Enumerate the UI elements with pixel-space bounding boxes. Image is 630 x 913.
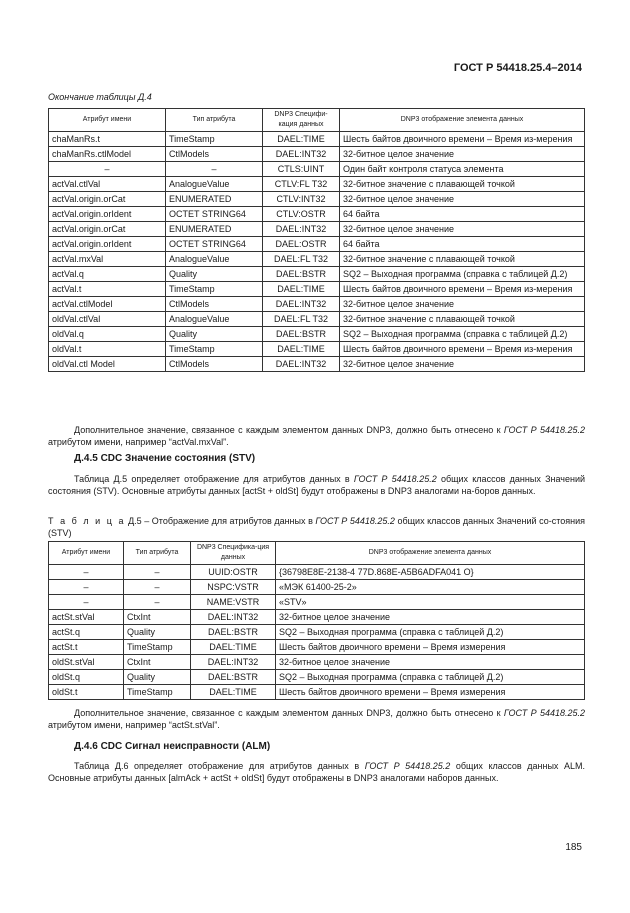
gost-ref: ГОСТ Р 54418.25.2 — [353, 474, 437, 484]
paragraph-d46 — [48, 760, 585, 784]
table-cell: CtlModels — [166, 297, 263, 312]
table-cell: CTLV:INT32 — [263, 192, 340, 207]
table-cell: DAEL:TIME — [263, 282, 340, 297]
table-cell: 32-битное целое значение — [340, 222, 585, 237]
table-cell: CtlModels — [166, 147, 263, 162]
table-row — [49, 640, 585, 655]
col-header: DNP3 Специфи-кация данных — [263, 109, 340, 132]
table-cell: DAEL:TIME — [263, 342, 340, 357]
table-row — [49, 282, 585, 297]
col-header: Атрибут имени — [49, 109, 166, 132]
text: атрибутом имени, например “actSt.stVal”. — [48, 720, 220, 730]
table-row — [49, 237, 585, 252]
table-cell: DAEL:FL T32 — [263, 312, 340, 327]
table-cell: actVal.mxVal — [49, 252, 166, 267]
table-d4 — [48, 108, 585, 372]
text: Таблица Д.6 определяет отображение для атрибутов данных в — [74, 761, 365, 771]
table-row — [49, 565, 585, 580]
table-cell: Шесть байтов двоичного времени – Время измерения — [276, 640, 585, 655]
col-header: Тип атрибута — [124, 542, 191, 565]
text: общих классов данных Значений со-стояния (STV) — [48, 516, 585, 538]
table-row — [49, 162, 585, 177]
text: Таблица Д.5 определяет отображение для атрибутов данных в — [74, 474, 354, 484]
table-cell: DAEL:INT32 — [191, 610, 276, 625]
table-cell: CtlModels — [166, 357, 263, 372]
table-cell: Шесть байтов двоичного времени – Время из-мерения — [340, 342, 585, 357]
table-cell: actSt.q — [49, 625, 124, 640]
table-cell: actSt.stVal — [49, 610, 124, 625]
table-row — [49, 357, 585, 372]
table-cell: CTLV:OSTR — [263, 207, 340, 222]
table-cell: OCTET STRING64 — [166, 207, 263, 222]
table-cell: Шесть байтов двоичного времени – Время из-мерения — [340, 132, 585, 147]
table-row — [49, 267, 585, 282]
table-row — [49, 327, 585, 342]
table-cell: actVal.origin.orIdent — [49, 237, 166, 252]
table-header-row — [49, 542, 585, 565]
table-cell: Шесть байтов двоичного времени – Время из-мерения — [340, 282, 585, 297]
paragraph-d45 — [48, 473, 585, 497]
table-cell: TimeStamp — [166, 282, 263, 297]
table-cell: Quality — [166, 327, 263, 342]
table-row — [49, 192, 585, 207]
table-cell: DAEL:INT32 — [263, 222, 340, 237]
table-cell: SQ2 – Выходная программа (справка с таблицей Д.2) — [276, 625, 585, 640]
table-cell: – — [124, 595, 191, 610]
table-cell: 32-битное целое значение — [276, 655, 585, 670]
table-cell: Шесть байтов двоичного времени – Время измерения — [276, 685, 585, 700]
text: Дополнительное значение, связанное с каждым элементом данных DNP3, должно быть отнесено к — [74, 708, 504, 718]
text: общих классов данных Значений состояния (STV). Основные атрибуты данных [actSt + oldSt] будут отображены в DNP3 аналогами на-боров данных. — [48, 474, 586, 496]
table-cell: 32-битное значение с плавающей точкой — [340, 312, 585, 327]
table-row — [49, 252, 585, 267]
table-cell: actVal.t — [49, 282, 166, 297]
table-row — [49, 132, 585, 147]
table-cell: Quality — [124, 625, 191, 640]
table-cell: CtxInt — [124, 655, 191, 670]
table-cell: AnalogueValue — [166, 252, 263, 267]
table-cell: DAEL:BSTR — [263, 267, 340, 282]
paragraph-additional-value-1 — [48, 424, 585, 448]
table-row — [49, 312, 585, 327]
table-cell: actVal.ctlModel — [49, 297, 166, 312]
table-cell: – — [49, 595, 124, 610]
text: Дополнительное значение, связанное с каждым элементом данных DNP3, должно быть отнесено к — [74, 425, 504, 435]
text: общих классов данных ALM. Основные атрибуты данных [almAck + actSt + oldSt] будут отображены в DNP3 аналогами наборов данных. — [48, 761, 586, 783]
table-cell: CTLV:FL T32 — [263, 177, 340, 192]
table-cell: Один байт контроля статуса элемента — [340, 162, 585, 177]
table-d4-caption: Окончание таблицы Д.4 — [48, 92, 152, 102]
table-cell: DAEL:INT32 — [191, 655, 276, 670]
table-row — [49, 207, 585, 222]
table-cell: AnalogueValue — [166, 177, 263, 192]
table-cell: DAEL:INT32 — [263, 147, 340, 162]
table-cell: {36798E8E-2138-4 77D.868E-A5B6ADFA041 O} — [276, 565, 585, 580]
table-cell: SQ2 – Выходная программа (справка с таблицей Д.2) — [276, 670, 585, 685]
col-header: Тип атрибута — [166, 109, 263, 132]
table-cell: 64 байта — [340, 237, 585, 252]
text: атрибутом имени, например “actVal.mxVal”. — [48, 437, 229, 447]
table-cell: DAEL:INT32 — [263, 297, 340, 312]
table-row — [49, 177, 585, 192]
table-cell: 32-битное целое значение — [276, 610, 585, 625]
table-cell: DAEL:FL T32 — [263, 252, 340, 267]
table-cell: chaManRs.t — [49, 132, 166, 147]
gost-ref: ГОСТ Р 54418.25.2 — [503, 708, 585, 718]
table-cell: oldSt.t — [49, 685, 124, 700]
table-cell: DAEL:INT32 — [263, 357, 340, 372]
table-cell: chaManRs.ctlModel — [49, 147, 166, 162]
table-row — [49, 580, 585, 595]
table-cell: oldVal.ctl Model — [49, 357, 166, 372]
table-cell: oldVal.q — [49, 327, 166, 342]
table-row — [49, 610, 585, 625]
table-cell: actVal.ctlVal — [49, 177, 166, 192]
table-cell: «МЭК 61400-25-2» — [276, 580, 585, 595]
table-cell: actVal.origin.orIdent — [49, 207, 166, 222]
table-cell: Quality — [124, 670, 191, 685]
col-header: DNP3 отображение элемента данных — [340, 109, 585, 132]
table-cell: – — [49, 162, 166, 177]
table-cell: SQ2 – Выходная программа (справка с таблицей Д.2) — [340, 267, 585, 282]
section-heading-d45: Д.4.5 CDC Значение состояния (STV) — [74, 453, 256, 464]
table-cell: actSt.t — [49, 640, 124, 655]
table-d5 — [48, 541, 585, 700]
table-row — [49, 625, 585, 640]
table-row — [49, 297, 585, 312]
table-cell: DAEL:OSTR — [263, 237, 340, 252]
table-cell: DAEL:BSTR — [191, 670, 276, 685]
table-row — [49, 655, 585, 670]
table-cell: – — [49, 580, 124, 595]
table-cell: 32-битное целое значение — [340, 357, 585, 372]
gost-ref: ГОСТ Р 54418.25.2 — [503, 425, 585, 435]
table-row — [49, 595, 585, 610]
table-cell: 32-битное целое значение — [340, 297, 585, 312]
table-cell: – — [124, 565, 191, 580]
table-cell: oldVal.ctlVal — [49, 312, 166, 327]
table-cell: CtxInt — [124, 610, 191, 625]
paragraph-additional-value-2 — [48, 707, 585, 731]
table-cell: oldVal.t — [49, 342, 166, 357]
table-cell: TimeStamp — [124, 640, 191, 655]
table-cell: oldSt.q — [49, 670, 124, 685]
table-cell: Quality — [166, 267, 263, 282]
table-cell: SQ2 – Выходная программа (справка с таблицей Д.2) — [340, 327, 585, 342]
table-cell: – — [124, 580, 191, 595]
table-cell: DAEL:BSTR — [263, 327, 340, 342]
table-cell: DAEL:TIME — [191, 685, 276, 700]
table-cell: TimeStamp — [166, 342, 263, 357]
table-cell: NAME:VSTR — [191, 595, 276, 610]
table-cell: TimeStamp — [124, 685, 191, 700]
table-cell: OCTET STRING64 — [166, 237, 263, 252]
table-cell: ENUMERATED — [166, 192, 263, 207]
col-header: Атрибут имени — [49, 542, 124, 565]
table-header-row — [49, 109, 585, 132]
table-cell: 32-битное целое значение — [340, 147, 585, 162]
text: Д.5 – Отображение для атрибутов данных в — [125, 516, 316, 526]
table-cell: «STV» — [276, 595, 585, 610]
table-cell: AnalogueValue — [166, 312, 263, 327]
table-cell: NSPC:VSTR — [191, 580, 276, 595]
table-cell: 32-битное значение с плавающей точкой — [340, 177, 585, 192]
col-header: DNP3 Специфика-ция данных — [191, 542, 276, 565]
table-cell: – — [166, 162, 263, 177]
table-cell: oldSt.stVal — [49, 655, 124, 670]
table-cell: 32-битное целое значение — [340, 192, 585, 207]
table-cell: DAEL:TIME — [191, 640, 276, 655]
table-cell: UUID:OSTR — [191, 565, 276, 580]
caption-label: Т а б л и ц а — [48, 516, 126, 526]
table-cell: CTLS:UINT — [263, 162, 340, 177]
table-cell: actVal.origin.orCat — [49, 192, 166, 207]
gost-ref: ГОСТ Р 54418.25.2 — [364, 761, 451, 771]
table-cell: – — [49, 565, 124, 580]
table-cell: ENUMERATED — [166, 222, 263, 237]
table-cell: actVal.origin.orCat — [49, 222, 166, 237]
table-cell: actVal.q — [49, 267, 166, 282]
table-cell: DAEL:TIME — [263, 132, 340, 147]
table-cell: DAEL:BSTR — [191, 625, 276, 640]
col-header: DNP3 отображение элемента данных — [276, 542, 585, 565]
section-heading-d46: Д.4.6 CDC Сигнал неисправности (ALM) — [74, 741, 271, 752]
table-row — [49, 222, 585, 237]
document-header: ГОСТ Р 54418.25.4–2014 — [453, 62, 582, 74]
table-row — [49, 670, 585, 685]
gost-ref: ГОСТ Р 54418.25.2 — [315, 516, 395, 526]
page-number: 185 — [565, 842, 582, 853]
table-row — [49, 685, 585, 700]
table-cell: TimeStamp — [166, 132, 263, 147]
table-row — [49, 147, 585, 162]
table-cell: 64 байта — [340, 207, 585, 222]
table-d5-caption — [48, 515, 585, 539]
table-cell: 32-битное значение с плавающей точкой — [340, 252, 585, 267]
table-row — [49, 342, 585, 357]
